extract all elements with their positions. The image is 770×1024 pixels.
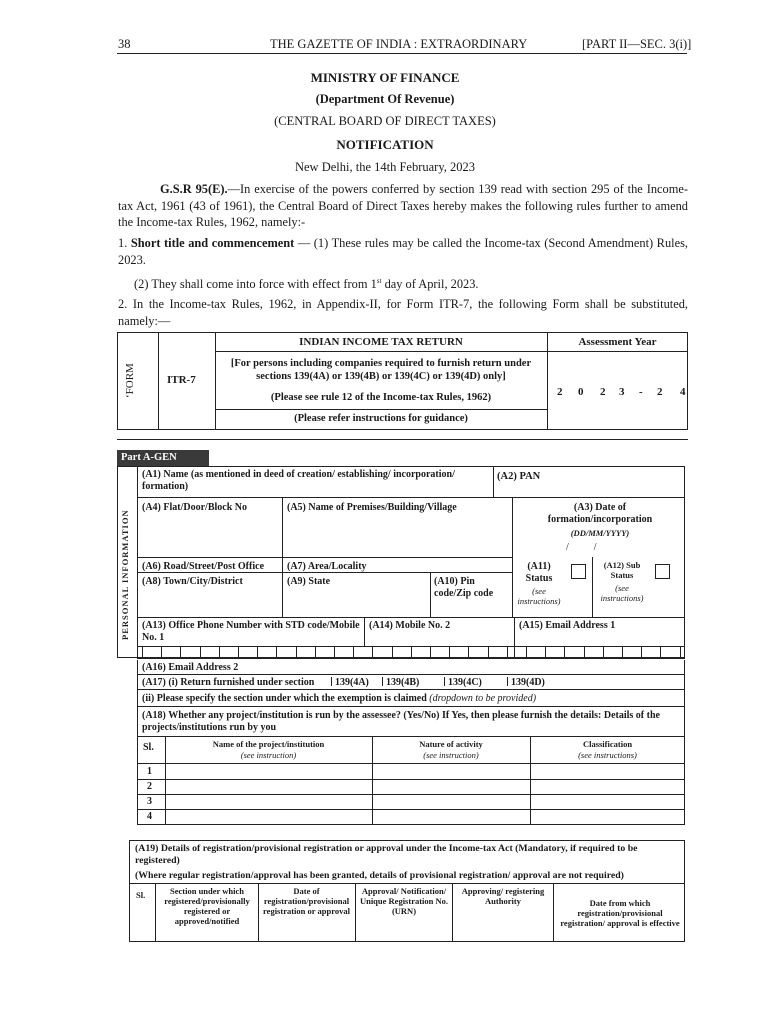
- digit-cell-tick: [315, 646, 316, 658]
- a8-town-label: (A8) Town/City/District: [142, 576, 243, 587]
- a19-col-urn: Approval/ Notification/ Unique Registration No. (URN): [359, 886, 449, 916]
- ay-digit: 0: [578, 386, 584, 398]
- a17-option-139-4d[interactable]: 139(4D): [507, 677, 545, 689]
- a19-label: (A19) Details of registration/provisional registration or approval under the Income-tax Act (Mandatory, if required to be registered): [135, 843, 638, 866]
- row-line: [137, 779, 685, 780]
- digit-cell-tick: [545, 646, 546, 658]
- form-code: ITR-7: [167, 374, 196, 386]
- a4-flat-label: (A4) Flat/Door/Block No: [142, 502, 247, 513]
- para2-text-b: day of April, 2023.: [381, 277, 479, 292]
- a17-label: (A17) (i) Return furnished under section: [142, 677, 315, 688]
- a14-mobile-label: (A14) Mobile No. 2: [369, 620, 451, 631]
- form-rule-line: (Please see rule 12 of the Income-tax Rules, 1962): [270, 392, 492, 403]
- a18-row-number: 2: [147, 781, 152, 792]
- ay-digit: -: [639, 386, 643, 398]
- row-line: [137, 763, 685, 764]
- digit-cell-tick: [142, 646, 143, 658]
- department-title: (Department Of Revenue): [315, 92, 455, 106]
- digit-cell-tick: [507, 646, 508, 658]
- gazette-title: THE GAZETTE OF INDIA : EXTRAORDINARY: [270, 37, 528, 51]
- digit-cell-tick: [411, 646, 412, 658]
- digit-cell-tick: [372, 646, 373, 658]
- a11-status-label: (A11) Status: [525, 561, 553, 584]
- a6-road-label: (A6) Road/Street/Post Office: [142, 561, 265, 572]
- digit-cell-tick: [660, 646, 661, 658]
- digit-cell-tick: [334, 646, 335, 658]
- a19-col-authority: Approving/ registering Authority: [461, 886, 545, 906]
- digit-cell-tick: [296, 646, 297, 658]
- a18-col-sl: Sl.: [143, 742, 154, 753]
- row-line: [129, 883, 685, 884]
- digit-cell-tick: [430, 646, 431, 658]
- col-line: [553, 883, 554, 942]
- form-instructions-rule: [215, 409, 547, 410]
- a17-option-139-4b[interactable]: 139(4B): [382, 677, 419, 689]
- a12-note: (see instructions): [600, 583, 644, 603]
- a18-col-name: Name of the project/institution: [212, 739, 325, 749]
- a12-substatus-checkbox[interactable]: [655, 564, 670, 579]
- page-number: 38: [118, 37, 131, 51]
- para2-text-a: (2) They shall come into force with effect from 1: [134, 277, 377, 292]
- a10-pin-label: (A10) Pin code/Zip code: [434, 576, 494, 599]
- ministry-title: MINISTRY OF FINANCE: [310, 70, 460, 85]
- ay-digit: 2: [600, 386, 606, 398]
- col-line: [155, 883, 156, 942]
- digit-cell-tick: [468, 646, 469, 658]
- col-line: [493, 466, 494, 497]
- col-line: [452, 883, 453, 942]
- personal-info-side-label: PERSONAL INFORMATION: [120, 509, 130, 640]
- row-line: [137, 617, 685, 618]
- row-line: [137, 572, 512, 573]
- digit-cell-tick: [622, 646, 623, 658]
- digit-cell-tick: [200, 646, 201, 658]
- a1-name-label: (A1) Name (as mentioned in deed of creation/ establishing/ incorporation/ formation): [142, 469, 455, 492]
- para1-heading: Short title and commencement: [130, 236, 295, 250]
- digit-cell-tick: [353, 646, 354, 658]
- ay-digit: 2: [657, 386, 663, 398]
- a18-row-number: 3: [147, 796, 152, 807]
- col-line: [430, 572, 431, 617]
- digit-cell-tick: [584, 646, 585, 658]
- date-line: New Delhi, the 14th February, 2023: [294, 160, 476, 174]
- digit-cell-tick: [641, 646, 642, 658]
- gazette-part: [PART II—SEC. 3(i)]: [582, 37, 692, 51]
- a7-area-label: (A7) Area/Locality: [287, 561, 367, 572]
- digit-cell-tick: [526, 646, 527, 658]
- digit-cell-tick: [488, 646, 489, 658]
- ay-digit: 4: [680, 386, 686, 398]
- digit-cell-tick: [276, 646, 277, 658]
- a3-date-format: (DD/MM/YYYY): [570, 528, 630, 538]
- a2-pan-label: (A2) PAN: [497, 471, 541, 482]
- a11-status-checkbox[interactable]: [571, 564, 586, 579]
- digit-cell-tick: [564, 646, 565, 658]
- ay-digit: 2: [557, 386, 563, 398]
- digit-cell-tick: [180, 646, 181, 658]
- a9-state-label: (A9) State: [287, 576, 331, 587]
- a15-email-label: (A15) Email Address 1: [519, 620, 616, 631]
- col-line: [514, 617, 515, 658]
- a12-substatus-label: (A12) Sub Status: [603, 560, 641, 580]
- a18-col-nature-note: (see instruction): [423, 750, 479, 760]
- header-rule: [117, 53, 687, 54]
- digit-cell-tick: [392, 646, 393, 658]
- notification-title: NOTIFICATION: [336, 137, 434, 152]
- a5-premises-label: (A5) Name of Premises/Building/Village: [287, 502, 457, 513]
- para-short-title: [118, 235, 688, 268]
- col-line: [512, 497, 513, 617]
- para-substitution: 2. In the Income-tax Rules, 1962, in Appendix-II, for Form ITR-7, the following Form shall be substituted, namely:—: [118, 297, 688, 328]
- a3-date-label: (A3) Date of formation/incorporation: [547, 502, 653, 525]
- a19-col-section: Section under which registered/provisionally registered or approved/notified: [164, 886, 250, 926]
- digit-cell-tick: [449, 646, 450, 658]
- a13-phone-label: (A13) Office Phone Number with STD code/Mobile No. 1: [142, 620, 360, 643]
- row-line: [137, 794, 685, 795]
- row-line: [137, 497, 685, 498]
- form-separator-rule: [117, 439, 688, 440]
- digit-cell-tick: [219, 646, 220, 658]
- a17-ii-label[interactable]: (ii) Please specify the section under which the exemption is claimed (dropdown to be provided): [142, 693, 537, 704]
- a18-col-classification-note: (see instructions): [578, 750, 637, 760]
- digit-cell-tick: [680, 646, 681, 658]
- form-divider-1: [158, 332, 159, 430]
- col-line: [282, 497, 283, 617]
- form-title-rule: [215, 351, 688, 352]
- a17-option-139-4c[interactable]: 139(4C): [444, 677, 482, 689]
- a3-date-slashes[interactable]: / /: [566, 542, 597, 553]
- digit-cell-tick: [238, 646, 239, 658]
- col-line: [364, 617, 365, 646]
- ay-digit: 3: [619, 386, 625, 398]
- a18-col-name-note: (see instruction): [240, 750, 297, 760]
- col-line: [355, 883, 356, 942]
- gsr-number: G.S.R 95(E).: [160, 182, 228, 196]
- part-a-gen-tab: Part A-GEN: [117, 450, 209, 466]
- a16-email-label: (A16) Email Address 2: [142, 662, 239, 673]
- a19-sub-label: (Where regular registration/approval has been granted, details of provisional registration/ approval are not required): [135, 870, 624, 881]
- side-label-divider: [137, 466, 138, 658]
- gsr-paragraph: [118, 181, 688, 231]
- para1-prefix: 1.: [118, 236, 131, 250]
- para-commencement: [134, 273, 684, 293]
- form-instructions-line: (Please refer instructions for guidance): [294, 413, 468, 424]
- a19-col-effective-date: Date from which registration/provisional registration/ approval is effective: [560, 898, 680, 928]
- form-title: INDIAN INCOME TAX RETURN: [299, 336, 463, 348]
- para2-sup: st: [376, 277, 382, 285]
- row-line: [137, 658, 685, 659]
- a19-col-sl: Sl.: [136, 890, 146, 900]
- a18-row-number: 1: [147, 766, 152, 777]
- a11-note: (see instructions): [517, 586, 561, 606]
- digit-cell-tick: [603, 646, 604, 658]
- form-persons-line: [For persons including companies required to furnish return under sections 139(4A) or 139(4B) or 139(4C) or 139(4D) only]: [230, 358, 532, 382]
- digit-cell-tick: [257, 646, 258, 658]
- a18-col-nature: Nature of activity: [419, 739, 483, 749]
- para1-text: — (1) These rules may be called the Income-tax (Second Amendment) Rules, 2023.: [118, 236, 689, 267]
- a17-option-139-4a[interactable]: 139(4A): [331, 677, 369, 689]
- a18-label: (A18) Whether any project/institution is run by the assessee? (Yes/No) If Yes, then please furnish the details: Details of the projects/institutions run by you: [142, 710, 660, 733]
- row-line: [137, 809, 685, 810]
- a18-col-classification: Classification: [582, 739, 633, 749]
- digit-cell-tick: [161, 646, 162, 658]
- a18-row-number: 4: [147, 811, 152, 822]
- row-line: [137, 557, 512, 558]
- gsr-text: —In exercise of the powers conferred by section 139 read with section 295 of the Income-tax Act, 1961 (43 of 1961), the Central Board of Direct Taxes hereby makes the following rules further to amend the Income-tax Rules, 1962, namely:-: [118, 182, 688, 229]
- col-line: [592, 557, 593, 617]
- assessment-year-label: Assessment Year: [578, 336, 657, 348]
- a19-col-date-of-registration: Date of registration/provisional registration or approval: [263, 886, 350, 916]
- form-label: ‘FORM: [124, 363, 136, 398]
- board-title: (CENTRAL BOARD OF DIRECT TAXES): [274, 114, 496, 128]
